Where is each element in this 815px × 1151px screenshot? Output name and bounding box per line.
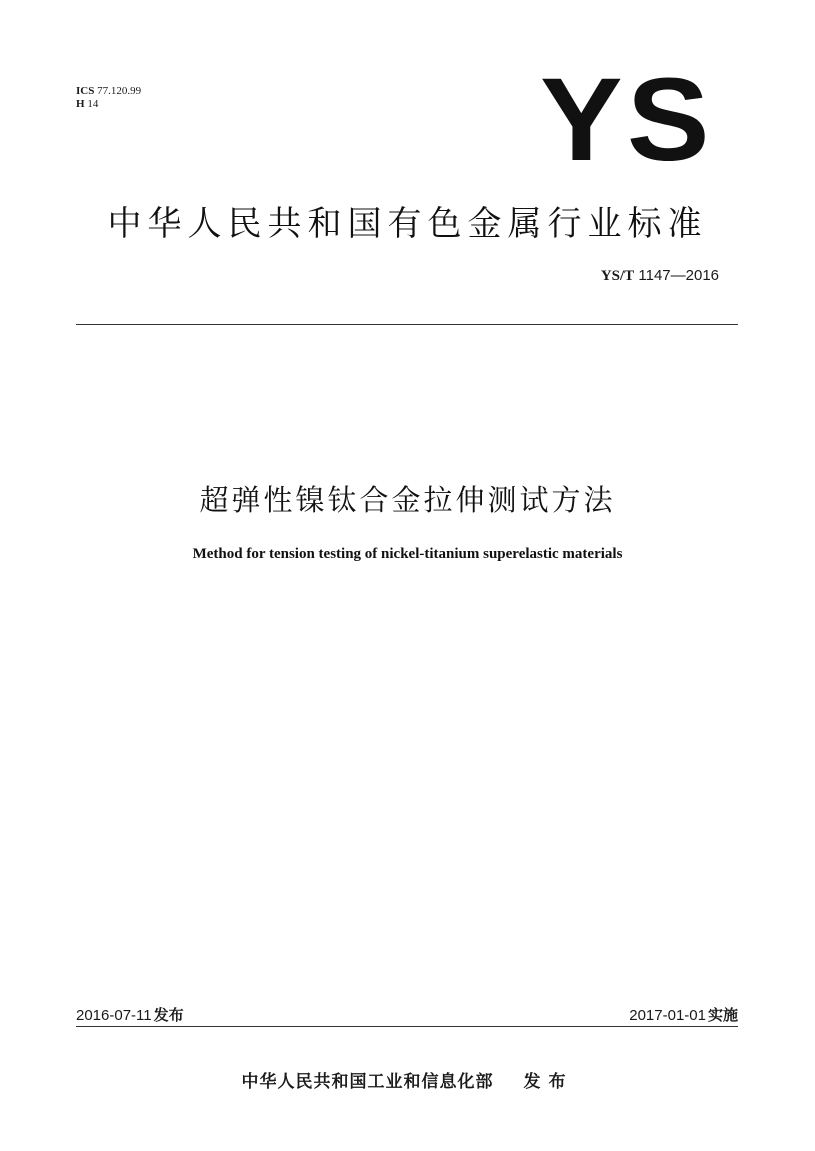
publisher-action: 发布 [523,1072,574,1092]
organization-title: 中华人民共和国有色金属行业标准 [107,204,708,244]
ics-value: 77.120.99 [97,85,142,97]
footer-divider [76,1026,738,1027]
header-divider [76,324,738,325]
issue-date-value: 2016-07-11 [76,1007,152,1024]
document-title-chinese: 超弹性镍钛合金拉伸测试方法 [199,483,616,517]
ics-line [76,85,141,98]
standard-prefix: YS/T [600,268,635,284]
publisher-line [0,1067,815,1092]
ccs-line [76,98,141,111]
publisher-name: 中华人民共和国工业和信息化部 [241,1072,494,1092]
standard-number [601,267,719,285]
effective-date-label: 实施 [707,1006,738,1024]
issue-date-label: 发布 [153,1006,184,1024]
classification-codes [76,85,141,111]
effective-date-value: 2017-01-01 [629,1007,706,1024]
ys-logo: YS [540,54,714,186]
effective-date [629,1004,738,1025]
ics-label: ICS [76,85,95,97]
issue-date [76,1004,184,1025]
ccs-value: 14 [87,98,99,110]
ccs-label: H [76,98,85,110]
document-title-english: Method for tension testing of nickel-titanium superelastic materials [192,546,623,562]
standard-code: 1147—2016 [638,267,719,284]
